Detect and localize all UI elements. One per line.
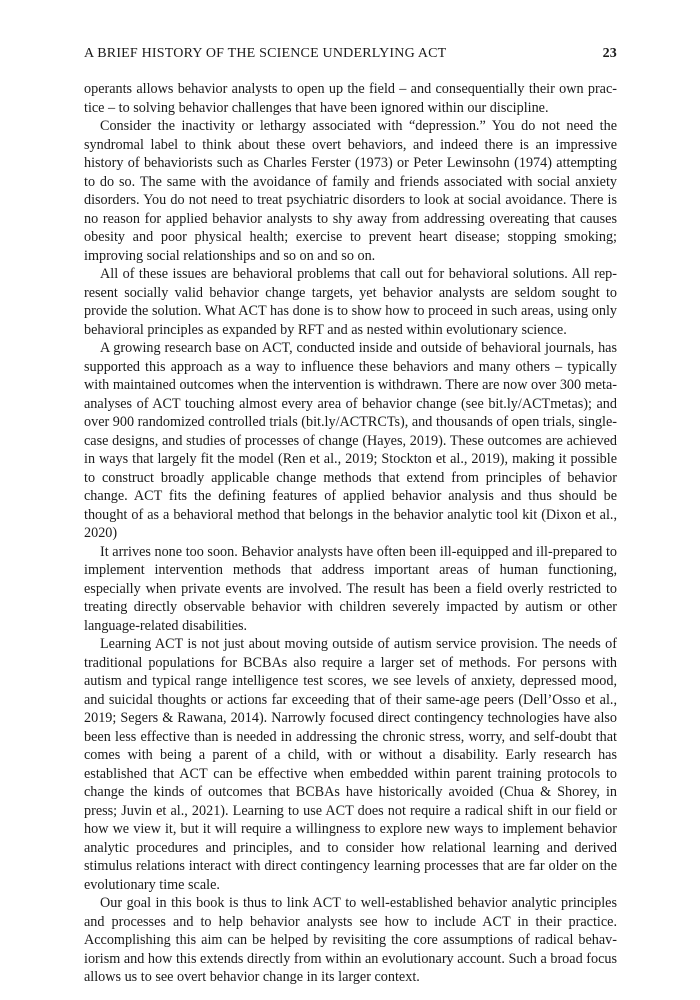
paragraph: Our goal in this book is thus to link ACT to well-established behavior analytic principles and processes and to help behavior analysts see how to include ACT in their practice. Accomplishing this aim can be helped by revisiting the core assumptions of radical behaviorism and how this extends directly from within an evolutionary account. Such a broad focus allows us to see overt behavior change in its larger context. <box>84 895 617 985</box>
paragraph: A growing research base on ACT, conducted inside and outside of behavioral journals, has supported this approach as a way to influence these behaviors and many others – typically with maintained outcomes when the intervention is withdrawn. There are now over 300 meta-analyses of ACT touching almost every area of behavior change (see bit.ly/ACTmetas); and over 900 randomized controlled trials (bit.ly/ACTRCTs), and thousands of open trials, single-case designs, and studies of processes of change (Hayes, 2019). These outcomes are achieved in ways that largely fit the model (Ren et al., 2019; Stockton et al., 2019), making it possible to construct broadly applicable change methods that extend from principles of behavior change. ACT fits the defining features of applied behavior analysis and thus should be thought of as a behavioral method that belongs in the behavior analytic tool kit (Dixon et al., 2020) <box>84 340 617 541</box>
body-text <box>84 80 617 987</box>
paragraph: operants allows behavior analysts to open up the field – and consequentially their own practice – to solving behavior challenges that have been ignored within our discipline. <box>84 81 617 116</box>
paragraph: Learning ACT is not just about moving outside of autism service provision. The needs of traditional populations for BCBAs also require a larger set of methods. For persons with autism and typical range intelligence test scores, we see levels of anxiety, depressed mood, and suicidal thoughts or actions far exceeding that of their same-age peers (Dell’Osso et al., 2019; Segers & Rawana, 2014). Narrowly focused direct contingency technologies have also been less effective than is needed in addressing the chronic stress, worry, and self-doubt that comes with being a parent of a child, with or without a disability. Early research has established that ACT can be effective when embedded within parent training protocols to change the kinds of outcomes that BCBAs have historically avoided (Chua & Shorey, in press; Juvin et al., 2021). Learning to use ACT does not require a radical shift in our field or how we view it, but it will require a willingness to explore new ways to implement behavior analytic procedures and principles, and to consider how relational learning and derived stimulus relations interact with direct contingency learning processes that are far older on the evolutionary time scale. <box>84 636 617 893</box>
paragraph: It arrives none too soon. Behavior analysts have often been ill-equipped and ill-prepared to implement intervention methods that address important areas of human functioning, especially when private events are involved. The result has been a field overly restricted to treating directly observable behavior with children severely impacted by autism or other language-related disabilities. <box>84 543 617 634</box>
paragraph: Consider the inactivity or lethargy associated with “depression.” You do not need the syndromal label to think about these overt behaviors, and indeed there is an impressive history of behaviorists such as Charles Ferster (1973) or Peter Lewinsohn (1974) attempting to do so. The same with the avoidance of family and friends associated with social anxiety disorders. You do not need to treat psychiatric disorders to look at social avoidance. There is no reason for applied behavior analysts to shy away from addressing overeating that causes obesity and poor physical health; exercise to prevent heart disease; stopping smoking; improving social relationships and so on and so on. <box>84 118 617 264</box>
running-header <box>84 46 617 66</box>
running-title: A BRIEF HISTORY OF THE SCIENCE UNDERLYING ACT <box>84 46 447 61</box>
page-number: 23 <box>602 46 617 61</box>
paragraph: All of these issues are behavioral problems that call out for behavioral solutions. All represent socially valid behavior change targets, yet behavior analysts are seldom sought to provide the solution. What ACT has done is to show how to proceed in such areas, using only behavioral principles as expanded by RFT and as nested within evolutionary science. <box>84 266 617 338</box>
